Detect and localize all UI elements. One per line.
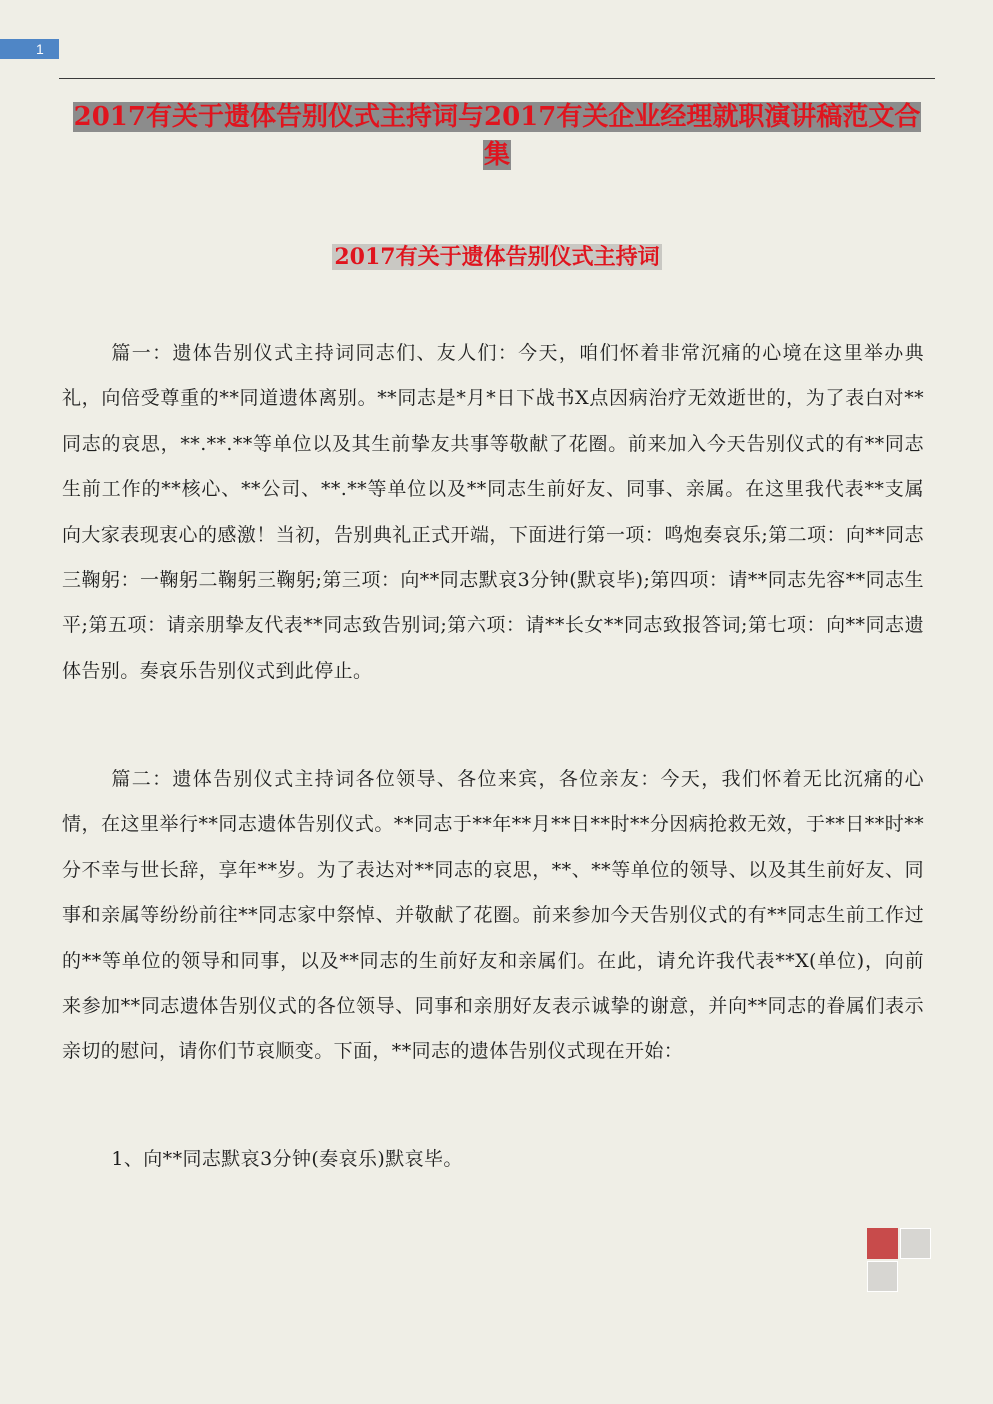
header-rule <box>59 78 935 79</box>
section-title <box>62 241 932 273</box>
gray-square-decoration <box>867 1261 898 1292</box>
page-number-tab <box>0 39 59 59</box>
body-paragraph-2: 篇二：遗体告别仪式主持词各位领导、各位来宾，各位亲友：今天，我们怀着无比沉痛的心情，在这里举行**同志遗体告别仪式。**同志于**年**月**日**时**分因病抢救无效，于**日**时**分不幸与世长辞，享年**岁。为了表达对**同志的哀思，**、**等单位的领导、以及其生前好友、同事和亲属等纷纷前往**同志家中祭悼、并敬献了花圈。前来参加今天告别仪式的有**同志生前工作过的**等单位的领导和同事，以及**同志的生前好友和亲属们。在此，请允许我代表**X(单位)，向前来参加**同志遗体告别仪式的各位领导、同事和亲朋好友表示诚挚的谢意，并向**同志的眷属们表示亲切的慰问，请你们节哀顺变。下面，**同志的遗体告别仪式现在开始： <box>62 768 924 1063</box>
page-number: 1 <box>36 41 44 57</box>
document-title <box>62 98 932 174</box>
red-square-decoration <box>867 1228 898 1259</box>
document-title-text: 2017有关于遗体告别仪式主持词与2017有关企业经理就职演讲稿范文合集 <box>73 102 921 170</box>
corner-decoration <box>867 1228 933 1294</box>
section-title-text: 2017有关于遗体告别仪式主持词 <box>334 244 660 270</box>
body-paragraph-3: 1、向**同志默哀3分钟(奏哀乐)默哀毕。 <box>111 1148 463 1170</box>
gray-square-decoration <box>900 1228 931 1259</box>
body-paragraph-1: 篇一：遗体告别仪式主持词同志们、友人们：今天，咱们怀着非常沉痛的心境在这里举办典礼，向倍受尊重的**同道遗体离别。**同志是*月*日下战书X点因病治疗无效逝世的，为了表白对**同志的哀思，**.**.**等单位以及其生前挚友共事等敬献了花圈。前来加入今天告别仪式的有**同志生前工作的**核心、**公司、**.**等单位以及**同志生前好友、同事、亲属。在这里我代表**支属向大家表现衷心的感激！当初，告别典礼正式开端，下面进行第一项：鸣炮奏哀乐;第二项：向**同志三鞠躬：一鞠躬二鞠躬三鞠躬;第三项：向**同志默哀3分钟(默哀毕);第四项：请**同志先容**同志生平;第五项：请亲朋挚友代表**同志致告别词;第六项：请**长女**同志致报答词;第七项：向**同志遗体告别。奏哀乐告别仪式到此停止。 <box>62 342 924 682</box>
